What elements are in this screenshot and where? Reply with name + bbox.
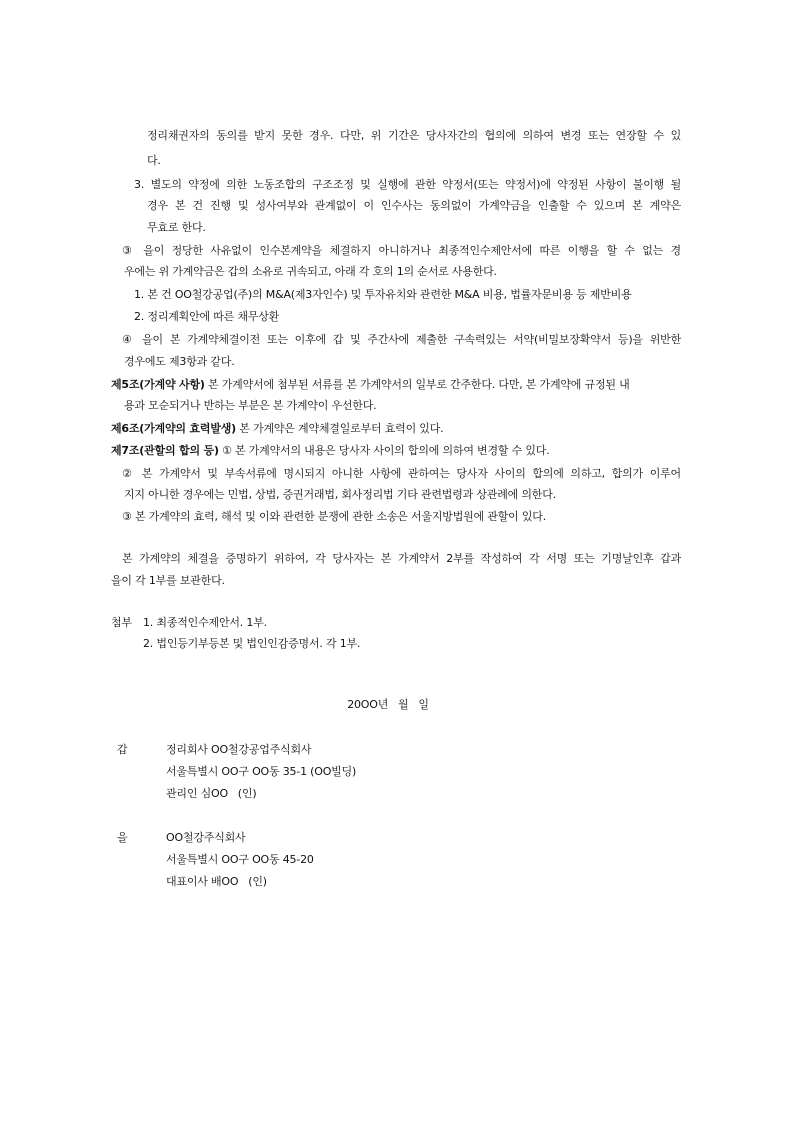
article-6-heading: 제6조(가계약의 효력발생) bbox=[111, 422, 236, 435]
usage-item-1: 1. 본 건 OO철강공업(주)의 M&A(제3자인수) 및 투자유치와 관련한 M&A 비용, 법률자문비용 등 제반비용 bbox=[134, 288, 632, 301]
article-7 bbox=[111, 443, 550, 458]
party-a-name: 정리회사 OO철강공업주식회사 bbox=[166, 743, 312, 756]
party-b-address: 서울특별시 OO구 OO동 45-20 bbox=[166, 853, 314, 866]
clause-text-line: 경우에도 제3항과 같다. bbox=[124, 355, 235, 368]
clause-text-line: 정리채권자의 동의를 받지 못한 경우. 다만, 위 기간은 당사자간의 협의에 의하여 변경 또는 연장할 수 있 bbox=[147, 129, 681, 142]
clause-text-line: 다. bbox=[147, 154, 161, 167]
party-b-signatory: 대표이사 배OO (인) bbox=[166, 875, 267, 888]
usage-item-2: 2. 정리계획안에 따른 채무상환 bbox=[134, 310, 280, 323]
clause-text-line: 무효로 한다. bbox=[147, 221, 206, 234]
article-7-text: ① 본 가계약서의 내용은 당사자 사이의 합의에 의하여 변경할 수 있다. bbox=[218, 444, 550, 457]
party-a-address: 서울특별시 OO구 OO동 35-1 (OO빌딩) bbox=[166, 765, 357, 778]
article-5 bbox=[111, 377, 630, 392]
closing-statement: 본 가계약의 체결을 증명하기 위하여, 각 당사자는 본 가계약서 2부를 작성하여 각 서명 또는 기명날인후 갑과 bbox=[122, 552, 681, 565]
party-a-label: 갑 bbox=[117, 743, 128, 756]
closing-statement-end: 을이 각 1부를 보관한다. bbox=[111, 574, 225, 587]
party-a-signatory: 관리인 심OO (인) bbox=[166, 787, 257, 800]
attachment-item-2: 2. 법인등기부등본 및 법인인감증명서. 각 1부. bbox=[143, 637, 361, 650]
contract-date: 20OO년 월 일 bbox=[347, 698, 429, 711]
paragraph-3: ③ 본 가계약의 효력, 해석 및 이와 관련한 분쟁에 관한 소송은 서울지방법원에 관할이 있다. bbox=[122, 510, 547, 523]
clause-text-line: 우에는 위 가계약금은 갑의 소유로 귀속되고, 아래 각 호의 1의 순서로 사용한다. bbox=[124, 265, 497, 278]
article-5-heading: 제5조(가계약 사항) bbox=[111, 378, 205, 391]
attachments-label: 첨부 bbox=[111, 616, 132, 629]
party-b-label: 을 bbox=[117, 831, 128, 844]
article-5-text: 본 가계약서에 첨부된 서류를 본 가계약서의 일부로 간주한다. 다만, 본 가계약에 규정된 내 bbox=[204, 378, 630, 391]
article-7-heading: 제7조(관할의 합의 등) bbox=[111, 444, 219, 457]
clause-text-line: 경우 본 건 진행 및 성사여부와 관계없이 이 인수사는 동의없이 가계약금을 인출할 수 있으며 본 계약은 bbox=[147, 199, 681, 212]
clause-text-line: 지지 아니한 경우에는 민법, 상법, 증권거래법, 회사정리법 기타 관련법령과 상관례에 의한다. bbox=[124, 488, 556, 501]
article-6 bbox=[111, 421, 443, 436]
clause-text-line: 용과 모순되거나 반하는 부분은 본 가계약이 우선한다. bbox=[124, 399, 377, 412]
attachment-item-1: 1. 최종적인수제안서. 1부. bbox=[143, 616, 267, 629]
clause-item-3: 3. 별도의 약정에 의한 노동조합의 구조조정 및 실행에 관한 약정서(또는 약정서)에 약정된 사항이 불이행 될 bbox=[134, 178, 681, 191]
party-b-name: OO철강주식회사 bbox=[166, 831, 246, 844]
paragraph-2: ② 본 가계약서 및 부속서류에 명시되지 아니한 사항에 관하여는 당사자 사이의 합의에 의하고, 합의가 이루어 bbox=[122, 467, 681, 480]
paragraph-4: ④ 을이 본 가계약체결이전 또는 이후에 갑 및 주간사에 제출한 구속력있는 서약(비밀보장확약서 등)을 위반한 bbox=[122, 333, 681, 346]
article-6-text: 본 가계약은 계약체결일로부터 효력이 있다. bbox=[236, 422, 444, 435]
paragraph-3: ③ 을이 정당한 사유없이 인수본계약을 체결하지 아니하거나 최종적인수제안서에 따른 이행을 할 수 없는 경 bbox=[122, 244, 681, 257]
